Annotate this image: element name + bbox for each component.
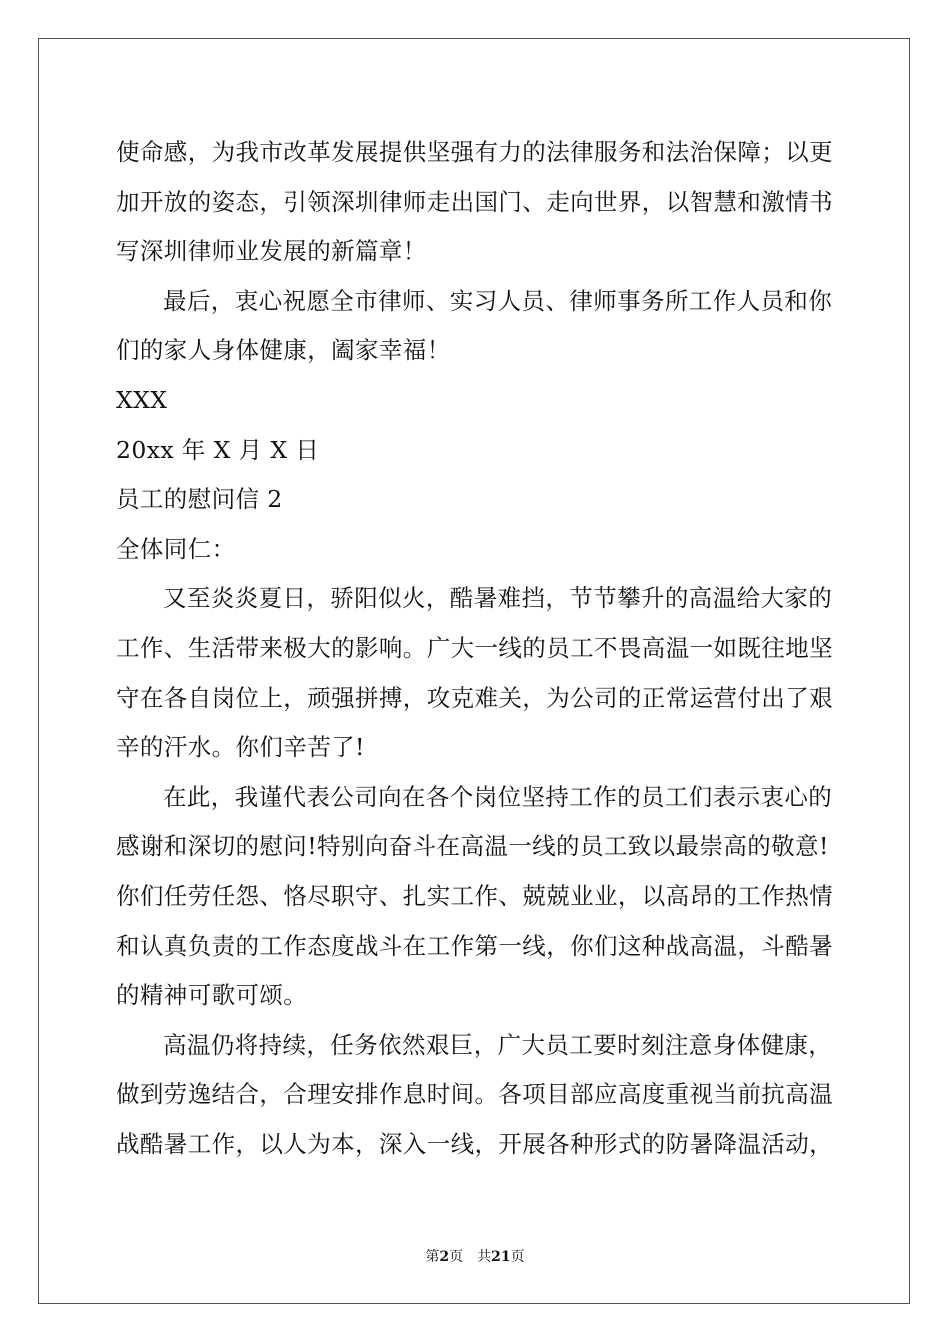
text-line: 全体同仁： <box>116 534 236 563</box>
footer-page-number: 2 <box>439 1249 450 1265</box>
text-line: 高温仍将持续，任务依然艰巨，广大员工要时刻注意身体健康， <box>163 1030 833 1059</box>
footer-total-prefix: 共 <box>477 1249 492 1265</box>
text-line: 员工的慰问信 2 <box>116 485 283 514</box>
text-line: 和认真负责的工作态度战斗在工作第一线，你们这种战高温，斗酷暑 <box>116 931 833 960</box>
text-line: 使命感，为我市改革发展提供坚强有力的法律服务和法治保障；以更 <box>116 138 833 166</box>
text-line: 又至炎炎夏日，骄阳似火，酷暑难挡，节节攀升的高温给大家的 <box>163 584 833 613</box>
text-line: 辛的汗水。你们辛苦了! <box>116 733 365 762</box>
text-line: XXX <box>116 385 168 414</box>
text-line: 你们任劳任怨、恪尽职守、扎实工作、兢兢业业，以高昂的工作热情 <box>116 881 833 910</box>
footer-prefix: 第 <box>425 1249 440 1265</box>
footer-page-unit: 页 <box>449 1249 464 1265</box>
page-footer <box>0 1248 950 1266</box>
document-body <box>116 128 836 1169</box>
text-line: 在此，我谨代表公司向在各个岗位坚持工作的员工们表示衷心的 <box>163 782 833 811</box>
text-line: 加开放的姿态，引领深圳律师走出国门、走向世界，以智慧和激情书 <box>116 187 833 216</box>
text-line: 做到劳逸结合，合理安排作息时间。各项目部应高度重视当前抗高温 <box>116 1080 833 1109</box>
text-line: 写深圳律师业发展的新篇章！ <box>116 237 427 266</box>
text-line: 守在各自岗位上，顽强拼搏，攻克难关，为公司的正常运营付出了艰 <box>116 683 833 712</box>
text-line: 的精神可歌可颂。 <box>116 981 308 1010</box>
text-line: 最后，衷心祝愿全市律师、实习人员、律师事务所工作人员和你 <box>163 286 833 315</box>
text-line: 战酷暑工作，以人为本，深入一线，开展各种形式的防暑降温活动， <box>116 1129 833 1158</box>
text-line: 工作、生活带来极大的影响。广大一线的员工不畏高温一如既往地坚 <box>116 633 833 662</box>
footer-total-pages: 21 <box>491 1249 511 1265</box>
text-line: 们的家人身体健康，阖家幸福！ <box>116 336 451 365</box>
text-line: 20xx 年 X 月 X 日 <box>116 435 320 464</box>
footer-total-unit: 页 <box>510 1249 525 1265</box>
text-line: 感谢和深切的慰问!特别向奋斗在高温一线的员工致以最崇高的敬意! <box>116 832 829 861</box>
